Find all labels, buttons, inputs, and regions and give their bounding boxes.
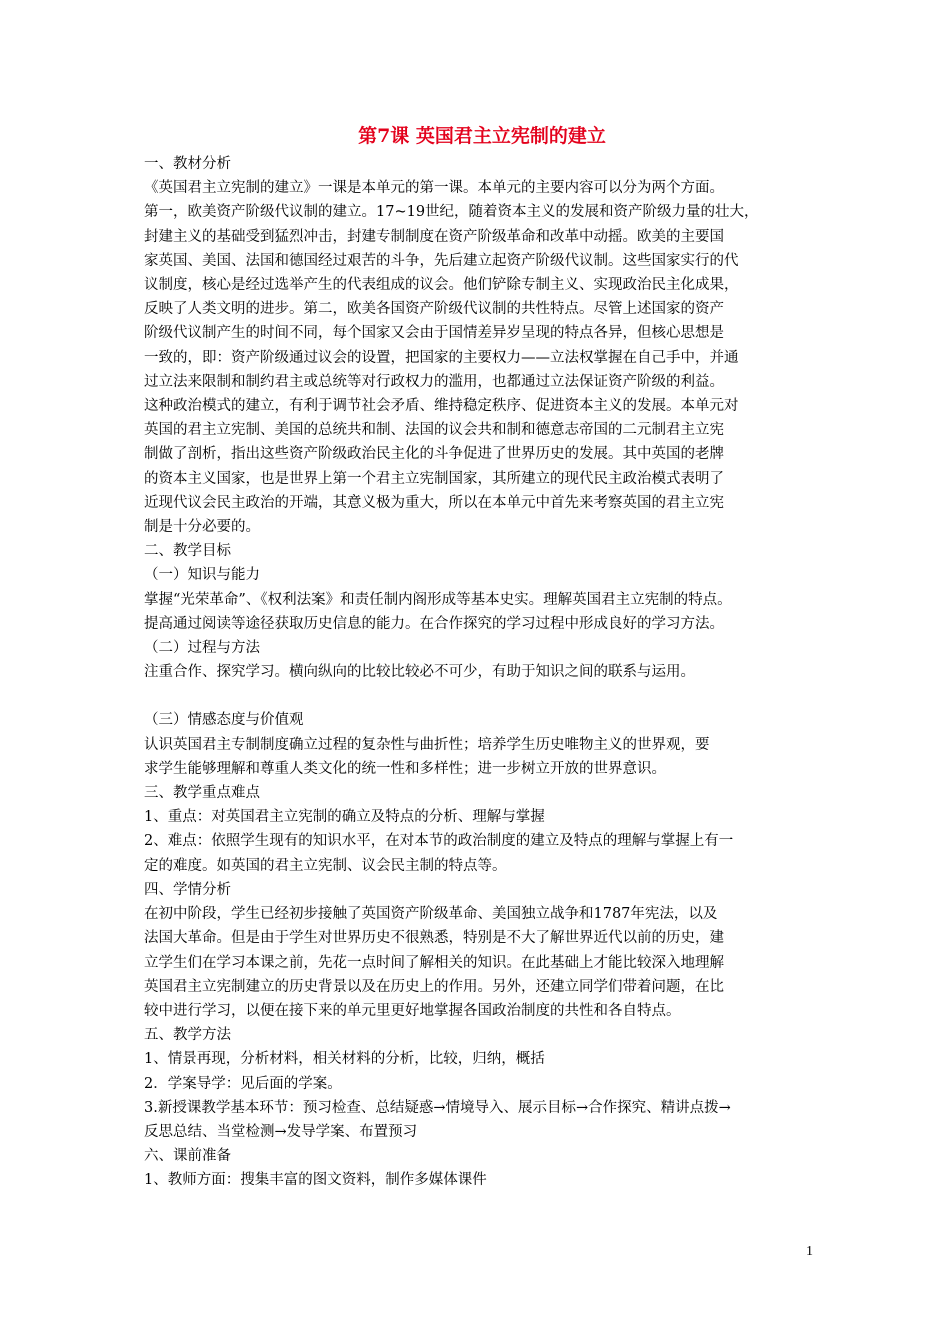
text-line: 1、教师方面：搜集丰富的图文资料，制作多媒体课件 <box>144 1172 487 1189</box>
text-line: 1、重点：对英国君主立宪制的确立及特点的分析、理解与掌握 <box>144 809 545 826</box>
text-line: 英国君主立宪制建立的历史背景以及在历史上的作用。另外，还建立同学们带着问题，在比 <box>144 978 724 995</box>
text-line: 封建主义的基础受到猛烈冲击，封建专制制度在资产阶级革命和改革中动摇。欧美的主要国 <box>144 228 724 245</box>
text-line: 较中进行学习，以便在接下来的单元里更好地掌握各国政治制度的共性和各自特点。 <box>144 1002 681 1019</box>
text-line: 四、学情分析 <box>144 881 231 898</box>
text-line: 过立法来限制和制约君主或总统等对行政权力的滥用，也都通过立法保证资产阶级的利益。 <box>144 373 724 390</box>
text-line: 近现代议会民主政治的开端，其意义极为重大，所以在本单元中首先来考察英国的君主立宪 <box>144 494 724 511</box>
text-line: 英国的君主立宪制、美国的总统共和制、法国的议会共和制和德意志帝国的二元制君主立宪 <box>144 422 724 439</box>
text-line: 定的难度。如英国的君主立宪制、议会民主制的特点等。 <box>144 857 507 874</box>
text-line: 认识英国君主专制制度确立过程的复杂性与曲折性；培养学生历史唯物主义的世界观，要 <box>144 736 710 753</box>
text-line: 的资本主义国家，也是世界上第一个君主立宪制国家，其所建立的现代民主政治模式表明了 <box>144 470 724 487</box>
text-line: 第一，欧美资产阶级代议制的建立。17~19世纪，随着资本主义的发展和资产阶级力量的壮大， <box>144 204 759 221</box>
text-line: 注重合作、探究学习。横向纵向的比较比较必不可少，有助于知识之间的联系与运用。 <box>144 664 695 681</box>
text-line: 五、教学方法 <box>144 1027 231 1044</box>
text-line: 六、课前准备 <box>144 1148 231 1165</box>
text-line: 立学生们在学习本课之前，先花一点时间了解相关的知识。在此基础上才能比较深入地理解 <box>144 954 724 971</box>
lesson-title: 第7课 英国君主立宪制的建立 <box>358 125 606 147</box>
text-line: 家英国、美国、法国和德国经过艰苦的斗争，先后建立起资产阶级代议制。这些国家实行的代 <box>144 252 739 269</box>
blank-line <box>144 684 812 708</box>
text-line: 三、教学重点难点 <box>144 785 260 802</box>
text-line: 议制度，核心是经过选举产生的代表组成的议会。他们铲除专制主义、实现政治民主化成果， <box>144 277 739 294</box>
text-line: 求学生能够理解和尊重人类文化的统一性和多样性；进一步树立开放的世界意识。 <box>144 760 666 777</box>
text-line: 阶级代议制产生的时间不同，每个国家又会由于国情差异岁呈现的特点各异，但核心思想是 <box>144 325 724 342</box>
text-line: 3.新授课教学基本环节：预习检查、总结疑惑→情境导入、展示目标→合作探究、精讲点拨→ <box>144 1099 731 1116</box>
text-line: 一、教材分析 <box>144 156 231 172</box>
text-line: 《英国君主立宪制的建立》一课是本单元的第一课。本单元的主要内容可以分为两个方面。 <box>144 180 724 197</box>
document-body <box>144 152 812 1193</box>
text-line: 提高通过阅读等途径获取历史信息的能力。在合作探究的学习过程中形成良好的学习方法。 <box>144 615 724 632</box>
page-number: 1 <box>806 1244 813 1259</box>
text-line: 2．学案导学：见后面的学案。 <box>144 1075 342 1092</box>
text-line: 二、教学目标 <box>144 543 231 560</box>
document-page <box>144 120 812 1193</box>
text-line: （二）过程与方法 <box>144 640 260 657</box>
text-line: （一）知识与能力 <box>144 567 260 584</box>
text-line: 制是十分必要的。 <box>144 519 260 536</box>
text-line: 法国大革命。但是由于学生对世界历史不很熟悉，特别是不大了解世界近代以前的历史，建 <box>144 930 724 947</box>
text-line: 掌握“光荣革命”、《权利法案》和责任制内阁形成等基本史实。理解英国君主立宪制的特点。 <box>144 591 732 608</box>
text-line: 一致的，即：资产阶级通过议会的设置，把国家的主要权力——立法权掌握在自己手中，并通 <box>144 349 739 366</box>
text-line: 1、情景再现，分析材料，相关材料的分析，比较，归纳，概括 <box>144 1051 545 1068</box>
text-line: 在初中阶段，学生已经初步接触了英国资产阶级革命、美国独立战争和1787年宪法，以及 <box>144 906 718 923</box>
text-line: 2、难点：依照学生现有的知识水平，在对本节的政治制度的建立及特点的理解与掌握上有一 <box>144 833 734 850</box>
text-line: （三）情感态度与价值观 <box>144 712 304 729</box>
text-line: 反映了人类文明的进步。第二，欧美各国资产阶级代议制的共性特点。尽管上述国家的资产 <box>144 301 724 318</box>
text-line: 这种政治模式的建立，有利于调节社会矛盾、维持稳定秩序、促进资本主义的发展。本单元对 <box>144 398 739 415</box>
text-line: 反思总结、当堂检测→发导学案、布置预习 <box>144 1123 418 1140</box>
text-line: 制做了剖析，指出这些资产阶级政治民主化的斗争促进了世界历史的发展。其中英国的老牌 <box>144 446 724 463</box>
